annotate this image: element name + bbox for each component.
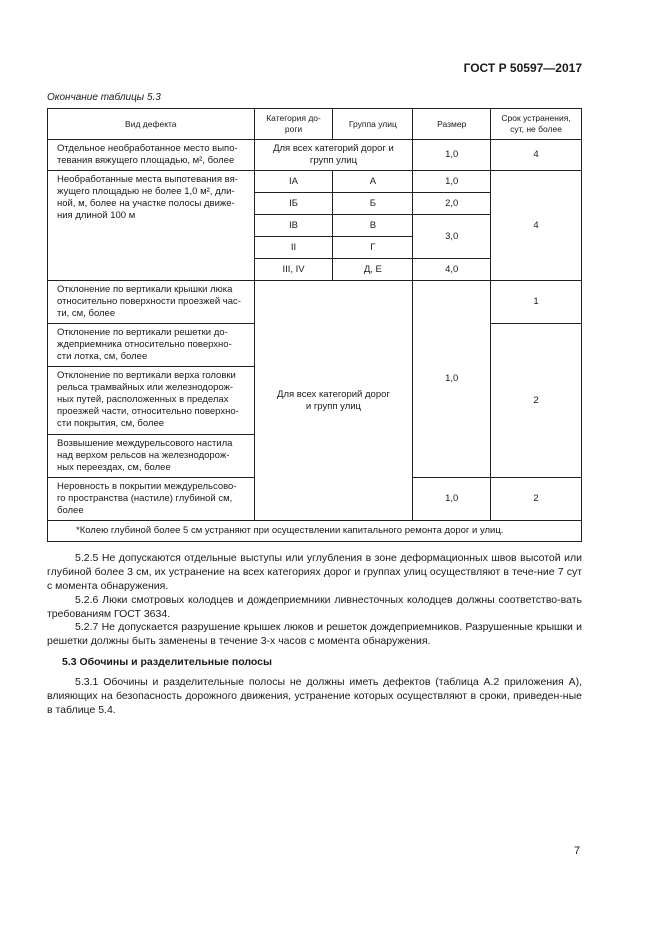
defect-cell: Неровность в покрытии междурельсово- го пространства (настиле) глубиной см, более bbox=[48, 478, 255, 521]
size-cell: 1,0 bbox=[413, 140, 491, 171]
col-header-defect: Вид дефекта bbox=[48, 109, 255, 140]
defects-table bbox=[47, 108, 582, 542]
col-header-category: Категория до- роги bbox=[254, 109, 333, 140]
defect-cell: Отдельное необработанное место выпо- тевания вяжущего площадью, м², более bbox=[48, 140, 255, 171]
category-cell: IB bbox=[254, 215, 333, 237]
size-cell: 3,0 bbox=[413, 215, 491, 259]
defect-cell: Отклонение по вертикали решетки до- ждеприемника относительно поверхно- сти лотка, см, более bbox=[48, 324, 255, 367]
category-cell: II bbox=[254, 237, 333, 259]
group-cell: Б bbox=[333, 193, 413, 215]
paragraph-5-3-1: 5.3.1 Обочины и разделительные полосы не должны иметь дефектов (таблица А.2 приложения А), влияющих на безопасность дорожного движения, устранение которых осуществляют в сроки, приведен-ные в таблице 5.4. bbox=[47, 676, 582, 716]
size-cell: 1,0 bbox=[413, 281, 491, 478]
defect-cell: Возвышение междурельсового настила над верхом рельсов на железнодорож- ных переездах, см, более bbox=[48, 435, 255, 478]
category-cell: III, IV bbox=[254, 259, 333, 281]
paragraph-5-2-5: 5.2.5 Не допускаются отдельные выступы или углубления в зоне деформационных швов высотой или глубиной более 3 см, их устранение на всех категориях дорог и группах улиц осуществляют в тече-ние 7 сут с момента обнаружения. bbox=[47, 552, 582, 592]
table-caption: Окончание таблицы 5.3 bbox=[47, 92, 161, 103]
category-group-cell: Для всех категорий дорог и групп улиц bbox=[254, 281, 413, 521]
table-footnote-row bbox=[48, 521, 582, 542]
group-cell: А bbox=[333, 171, 413, 193]
term-cell: 1 bbox=[491, 281, 582, 324]
group-cell: В bbox=[333, 215, 413, 237]
category-group-cell: Для всех категорий дорог и групп улиц bbox=[254, 140, 413, 171]
table-row bbox=[48, 171, 582, 193]
term-cell: 2 bbox=[491, 324, 582, 478]
col-header-size: Размер bbox=[413, 109, 491, 140]
table-footnote: *Колею глубиной более 5 см устраняют при осуществлении капитального ремонта дорог и улиц. bbox=[48, 521, 582, 542]
document-id: ГОСТ Р 50597—2017 bbox=[463, 61, 582, 75]
defect-cell: Необработанные места выпотевания вя- жущего площадью не более 1,0 м², дли- ной, м, более на участке полосы движе- ния длиной 100 м bbox=[48, 171, 255, 281]
size-cell: 2,0 bbox=[413, 193, 491, 215]
page-number: 7 bbox=[574, 845, 581, 857]
col-header-term: Срок устранения, сут, не более bbox=[491, 109, 582, 140]
size-cell: 4,0 bbox=[413, 259, 491, 281]
size-cell: 1,0 bbox=[413, 171, 491, 193]
size-cell: 1,0 bbox=[413, 478, 491, 521]
defect-cell: Отклонение по вертикали крышки люка относительно поверхности проезжей час- ти, см, более bbox=[48, 281, 255, 324]
term-cell: 4 bbox=[491, 140, 582, 171]
col-header-group: Группа улиц bbox=[333, 109, 413, 140]
section-heading-5-3: 5.3 Обочины и разделительные полосы bbox=[62, 656, 272, 668]
group-cell: Г bbox=[333, 237, 413, 259]
defect-cell: Отклонение по вертикали верха головки рельса трамвайных или железнодорож- ных путей, расположенных в пределах проезжей части, относительно поверхно- сти покрытия, см, более bbox=[48, 367, 255, 435]
table-row bbox=[48, 140, 582, 171]
group-cell: Д, Е bbox=[333, 259, 413, 281]
table-header-row bbox=[48, 109, 582, 140]
term-cell: 4 bbox=[491, 171, 582, 281]
paragraph-5-2-6: 5.2.6 Люки смотровых колодцев и дождеприемники ливнесточных колодцев должны соответство-вать требованиям ГОСТ 3634. bbox=[47, 594, 582, 620]
category-cell: IБ bbox=[254, 193, 333, 215]
paragraph-5-2-7: 5.2.7 Не допускается разрушение крышек люков и решеток дождеприемников. Разрушенные крышки и решетки должны быть заменены в течение 3-х часов с момента обнаружения. bbox=[47, 621, 582, 647]
term-cell: 2 bbox=[491, 478, 582, 521]
table-row bbox=[48, 281, 582, 324]
category-cell: IA bbox=[254, 171, 333, 193]
